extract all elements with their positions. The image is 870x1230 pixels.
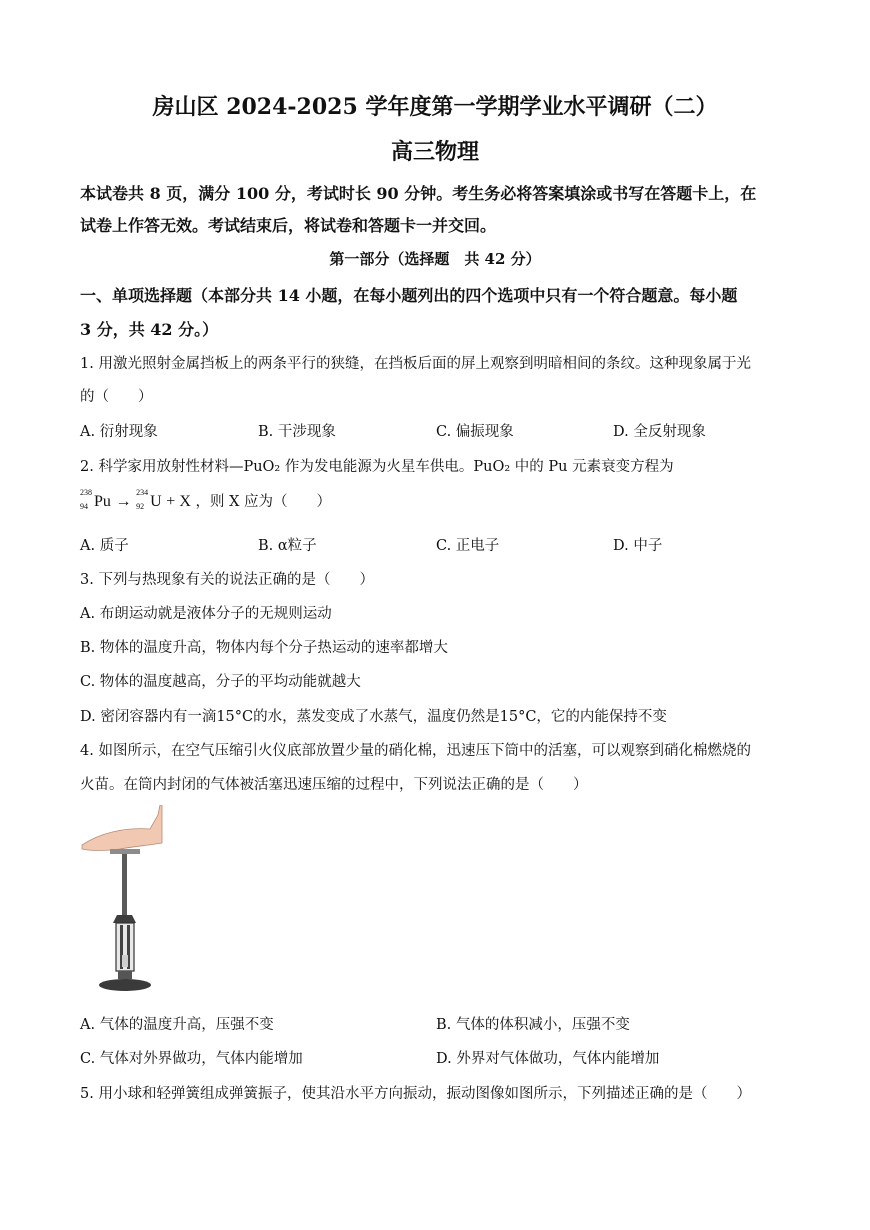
q3-option-b[interactable]: B. 物体的温度升高，物体内每个分子热运动的速率都增大	[80, 640, 448, 656]
u-nuclide: 234 92 U	[136, 488, 162, 511]
q3-option-c[interactable]: C. 物体的温度越高，分子的平均动能就越大	[80, 674, 361, 690]
q2-equation-line	[80, 490, 331, 511]
q2-option-b[interactable]: B. α粒子	[258, 538, 317, 554]
q4-stem-2: 火苗。在筒内封闭的气体被活塞迅速压缩的过程中，下列说法正确的是（ ）	[80, 777, 588, 793]
q4-option-a[interactable]: A. 气体的温度升高，压强不变	[80, 1017, 274, 1033]
collar	[113, 915, 136, 923]
intro-line-2: 试卷上作答无效。考试结束后，将试卷和答题卡一并交回。	[80, 216, 497, 235]
q3-stem: 3. 下列与热现象有关的说法正确的是（ ）	[80, 572, 374, 588]
hand-icon	[82, 805, 162, 851]
plus-x: + X	[166, 493, 191, 510]
q1-option-a[interactable]: A. 衍射现象	[80, 424, 158, 440]
q2-option-a[interactable]: A. 质子	[80, 538, 129, 554]
pu-nuclide: 238 94 Pu	[80, 488, 111, 511]
plunger-cap	[110, 849, 140, 854]
q4-option-b[interactable]: B. 气体的体积减小，压强不变	[436, 1017, 630, 1033]
q3-option-a[interactable]: A. 布朗运动就是液体分子的无规则运动	[80, 606, 332, 622]
exam-title: 房山区 2024-2025 学年度第一学期学业水平调研（二）	[152, 94, 718, 120]
base	[99, 979, 151, 991]
exam-subject: 高三物理	[390, 139, 479, 165]
q5-stem: 5. 用小球和轻弹簧组成弹簧振子，使其沿水平方向振动，振动图像如图所示，下列描述正确的是（ ）	[80, 1086, 751, 1102]
q2-stem-1: 2. 科学家用放射性材料—PuO₂ 作为发电能源为火星车供电。PuO₂ 中的 Pu 元素衰变方程为	[80, 459, 674, 475]
q1-option-b[interactable]: B. 干涉现象	[258, 424, 336, 440]
q4-option-c[interactable]: C. 气体对外界做功，气体内能增加	[80, 1051, 303, 1067]
q4-stem-1: 4. 如图所示，在空气压缩引火仪底部放置少量的硝化棉，迅速压下筒中的活塞，可以观察到硝化棉燃烧的	[80, 743, 751, 759]
compression-igniter-figure	[80, 805, 180, 995]
section-heading-1: 一、单项选择题（本部分共 14 小题，在每小题列出的四个选项中只有一个符合题意。每小题	[80, 286, 738, 305]
arrow: →	[115, 493, 132, 510]
q1-stem-2: 的（ ）	[80, 389, 153, 405]
q1-stem-1: 1. 用激光照射金属挡板上的两条平行的狭缝，在挡板后面的屏上观察到明暗相间的条纹。这种现象属于光	[80, 356, 751, 372]
plunger-rod	[122, 854, 127, 916]
q3-option-d[interactable]: D. 密闭容器内有一滴15°C的水，蒸发变成了水蒸气，温度仍然是15°C，它的内能保持不变	[80, 709, 667, 725]
q2-stem-tail: ，则 X 应为（ ）	[195, 494, 332, 510]
q2-option-d[interactable]: D. 中子	[613, 538, 663, 554]
q2-option-c[interactable]: C. 正电子	[436, 538, 500, 554]
q1-option-c[interactable]: C. 偏振现象	[436, 424, 514, 440]
part-title: 第一部分（选择题 共 42 分）	[329, 250, 541, 268]
q1-option-d[interactable]: D. 全反射现象	[613, 424, 706, 440]
section-heading-2: 3 分，共 42 分。）	[80, 320, 219, 339]
cotton	[122, 955, 128, 967]
q4-option-d[interactable]: D. 外界对气体做功，气体内能增加	[436, 1051, 660, 1067]
intro-line-1: 本试卷共 8 页，满分 100 分，考试时长 90 分钟。考生务必将答案填涂或书写在答题卡上，在	[80, 184, 757, 203]
